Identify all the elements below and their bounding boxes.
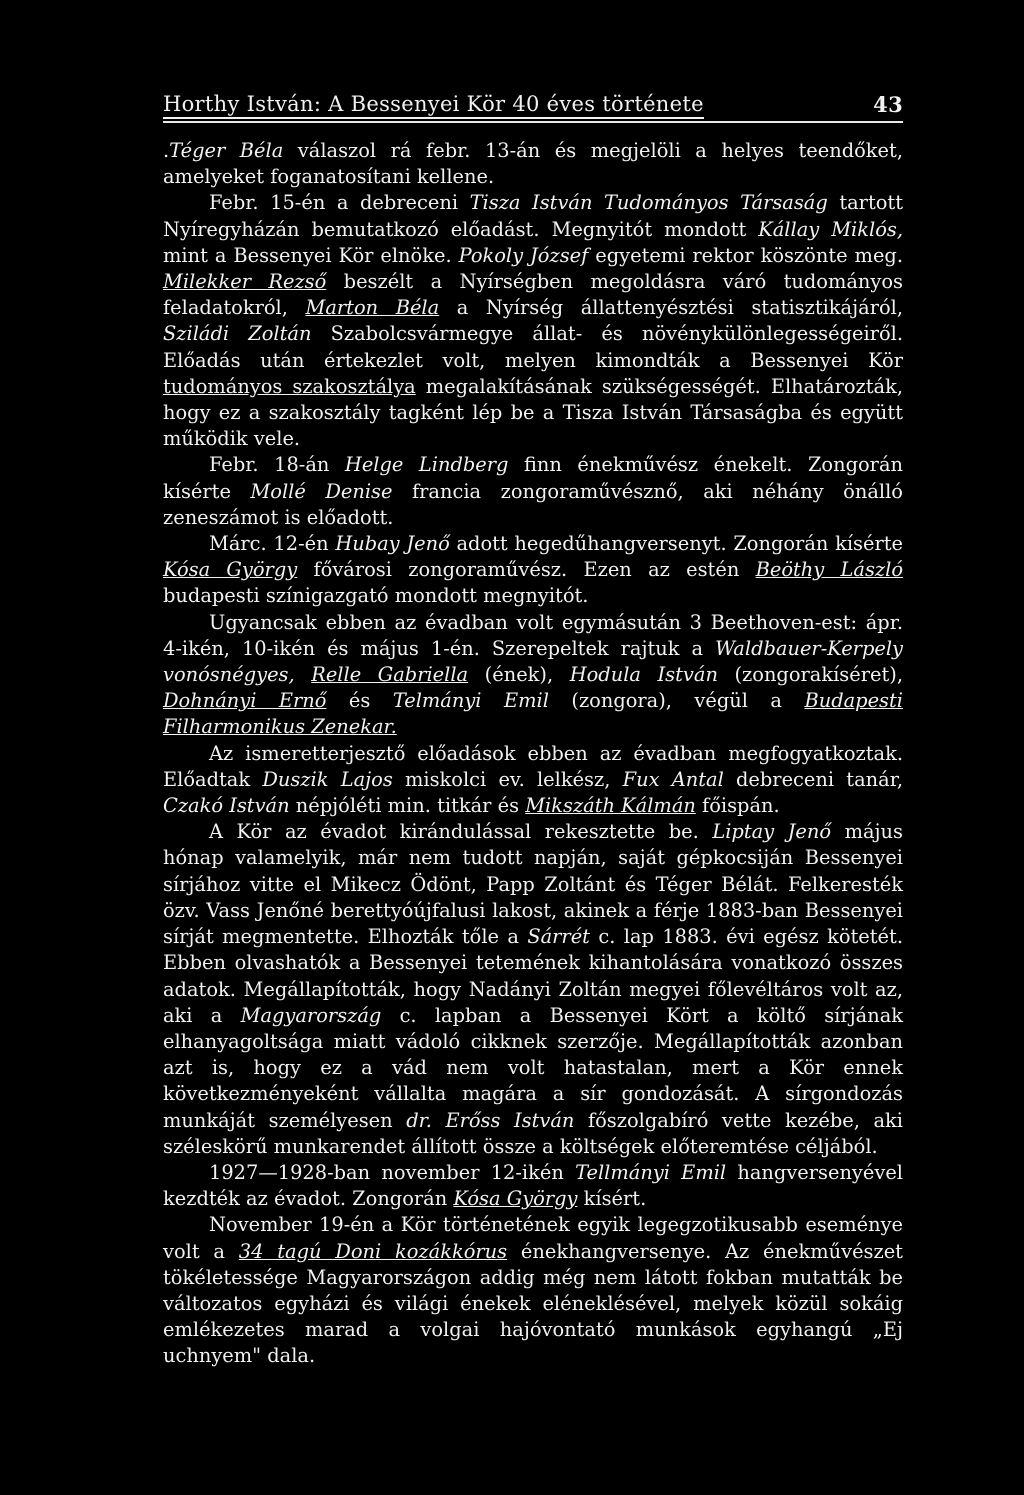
italic-name: Mollé Denise: [250, 479, 393, 503]
text-run: megalakításának szükségességét. Elhatározták, hogy ez a szakosztály tagként lép be a Tisza István Társaságba és együtt működik vele.: [163, 374, 904, 451]
text-run: [295, 663, 312, 686]
text-run: mint a Bessenyei Kör elnöke.: [163, 243, 459, 267]
italic-name: Pokoly József: [458, 243, 589, 267]
paragraph-5: [163, 610, 903, 741]
italic-name: 34 tagú Doni kozákkórus: [238, 1239, 508, 1263]
body-text: [163, 138, 903, 1370]
italic-name: Sziládi Zoltán: [163, 322, 312, 346]
text-run: 1927—1928-ban november 12-ikén: [209, 1160, 576, 1184]
italic-name: Tisza István Tudományos Társaság: [469, 191, 828, 215]
underlined-text: tudományos szakosztálya: [163, 374, 416, 398]
italic-name: Hodula István: [569, 663, 718, 687]
text-run: .: [163, 139, 170, 162]
paragraph-7: [163, 819, 903, 1160]
text-run: a Nyírség állattenyésztési statisztikájáról,: [439, 296, 903, 320]
text-run: beszélt a Nyírségben megoldásra váró tudományos feladatokról,: [163, 270, 904, 320]
paragraph-8: [163, 1160, 903, 1212]
text-run: Szabolcsvármegye állat- és növénykülönlegességeiről. Előadás után értekezlet volt, melyen kimondták a Bessenyei Kör: [163, 322, 904, 372]
text-run: (zongora), végül a: [548, 689, 805, 713]
text-run: A Kör az évadot kirándulással rekesztette be.: [209, 820, 713, 844]
italic-name: Duszik Lajos: [262, 767, 393, 791]
paragraph-6: [163, 741, 903, 820]
text-run: miskolci ev. lelkész,: [392, 767, 623, 791]
text-run: finn énekművész énekelt. Zongorán kísérte: [163, 453, 903, 503]
italic-name: Fux Antal: [622, 767, 724, 791]
paragraph-2: [163, 190, 903, 452]
italic-name: Budapesti Filharmonikus Zenekar.: [163, 689, 903, 739]
italic-name: Tellmányi Emil: [575, 1160, 727, 1184]
text-run: (zongorakíséret),: [717, 663, 903, 687]
text-run: November 19-én a Kör történetének egyik legegzotikusabb eseménye volt a: [163, 1213, 903, 1263]
text-run: főispán.: [695, 794, 780, 818]
italic-name: Czakó István: [163, 794, 290, 818]
text-run: tartott Nyíregyházán bemutatkozó előadást. Megnyitót mondott: [163, 191, 904, 241]
text-run: kísért.: [577, 1187, 647, 1211]
italic-name: Kósa György: [163, 558, 298, 582]
italic-name: Kósa György: [453, 1187, 578, 1211]
text-run: Az ismeretterjesztő előadások ebben az évadban megfogyatkoztak. Előadtak: [163, 741, 903, 791]
italic-name: Magyarország: [240, 1003, 382, 1027]
text-run: debreceni tanár,: [723, 767, 903, 791]
paragraph-1: [163, 138, 903, 190]
italic-name: Relle Gabriella: [311, 663, 469, 687]
italic-name: Dohnányi Ernő: [163, 689, 327, 713]
text-run: népjóléti min. titkár és: [289, 794, 526, 818]
running-title: Horthy István: A Bessenyei Kör 40 éves története: [163, 92, 704, 119]
text-run: c. lap 1883. évi egész kötetét. Ebben olvashatók a Bessenyei tetemének kihantolására vonatkozó összes adatok. Megállapították, hogy Nadányi Zoltán megyei főlevéltáros volt az, aki a: [163, 925, 903, 1027]
italic-name: Hubay Jenő: [335, 532, 450, 556]
text-run: egyetemi rektor köszönte meg.: [588, 243, 903, 267]
italic-name: Telmányi Emil: [392, 689, 549, 713]
text-run: fővárosi zongoraművész. Ezen az estén: [297, 558, 756, 582]
text-run: (ének),: [468, 663, 570, 687]
italic-name: Téger Béla: [169, 139, 284, 162]
italic-name: Marton Béla: [305, 296, 440, 320]
italic-name: Milekker Rezső: [163, 270, 327, 294]
italic-name: Waldbauer-Kerpely vonósnégyes,: [163, 636, 903, 687]
text-run: Márc. 12-én: [209, 532, 336, 556]
text-run: válaszol rá febr. 13-án és megjelöli a helyes teendőket, amelyeket foganatosítani kellene.: [163, 139, 903, 189]
header-rule: [163, 121, 903, 123]
text-run: főszolgabíró vette kezébe, aki széleskörű munkarendet állított össze a költségek előteremtése céljából.: [163, 1108, 903, 1158]
italic-name: Helge Lindberg: [344, 453, 509, 477]
italic-name: Kállay Miklós,: [758, 217, 903, 241]
paragraph-9: [163, 1212, 903, 1369]
paragraph-4: [163, 531, 903, 610]
page-number: 43: [873, 92, 903, 117]
italic-name: dr. Erőss István: [406, 1108, 575, 1132]
text-run: francia zongoraművésznő, aki néhány önálló zeneszámot is előadott.: [163, 479, 903, 529]
running-header: [163, 92, 903, 122]
text-run: c. lapban a Bessenyei Kört a költő sírjának elhanyagoltsága miatt vádoló cikknek szerzője. Megállapították azonban azt is, hogy ez a vád nem volt hatastalan, mert a Kör ennek következményeként vállalta magára a sír gondozását. A sírgondozás munkáját személyesen: [163, 1003, 903, 1132]
paragraph-3: [163, 452, 903, 531]
text-run: énekhangversenye. Az énekművészet tökéletessége Magyarországon addig még nem látott fokban mutatták be változatos egyházi és világi énekek eléneklésével, melyek közül sokáig emlékezetes marad a volgai hajóvontató munkások egyhangú „Ej uchnyem" dala.: [163, 1239, 903, 1368]
text-run: május hónap valamelyik, már nem tudott napján, saját gépkocsiján Bessenyei sírjához vitte el Mikecz Ödönt, Papp Zoltánt és Téger Bélát. Felkeresték özv. Vass Jenőné berettyóújfalusi lakost, akinek a férje 1883-ban Bessenyei sírját megmentette. Elhozták tőle a: [163, 820, 903, 949]
text-run: budapesti színigazgató mondott megnyitót.: [163, 584, 589, 608]
text-run: Febr. 18-án: [209, 453, 345, 477]
text-run: és: [326, 689, 393, 713]
text-run: adott hegedűhangversenyt. Zongorán kísérte: [449, 532, 903, 556]
italic-name: Mikszáth Kálmán: [525, 794, 696, 818]
italic-name: Beöthy László: [755, 558, 904, 582]
italic-name: Liptay Jenő: [712, 820, 832, 844]
italic-name: Sárrét: [527, 925, 590, 949]
text-run: Ugyancsak ebben az évadban volt egymásután 3 Beethoven-est: ápr. 4-ikén, 10-ikén és május 1-én. Szerepeltek rajtuk a: [163, 610, 903, 660]
text-run: Febr. 15-én a debreceni: [209, 191, 470, 215]
text-run: hangversenyével kezdték az évadot. Zongorán: [163, 1160, 903, 1211]
